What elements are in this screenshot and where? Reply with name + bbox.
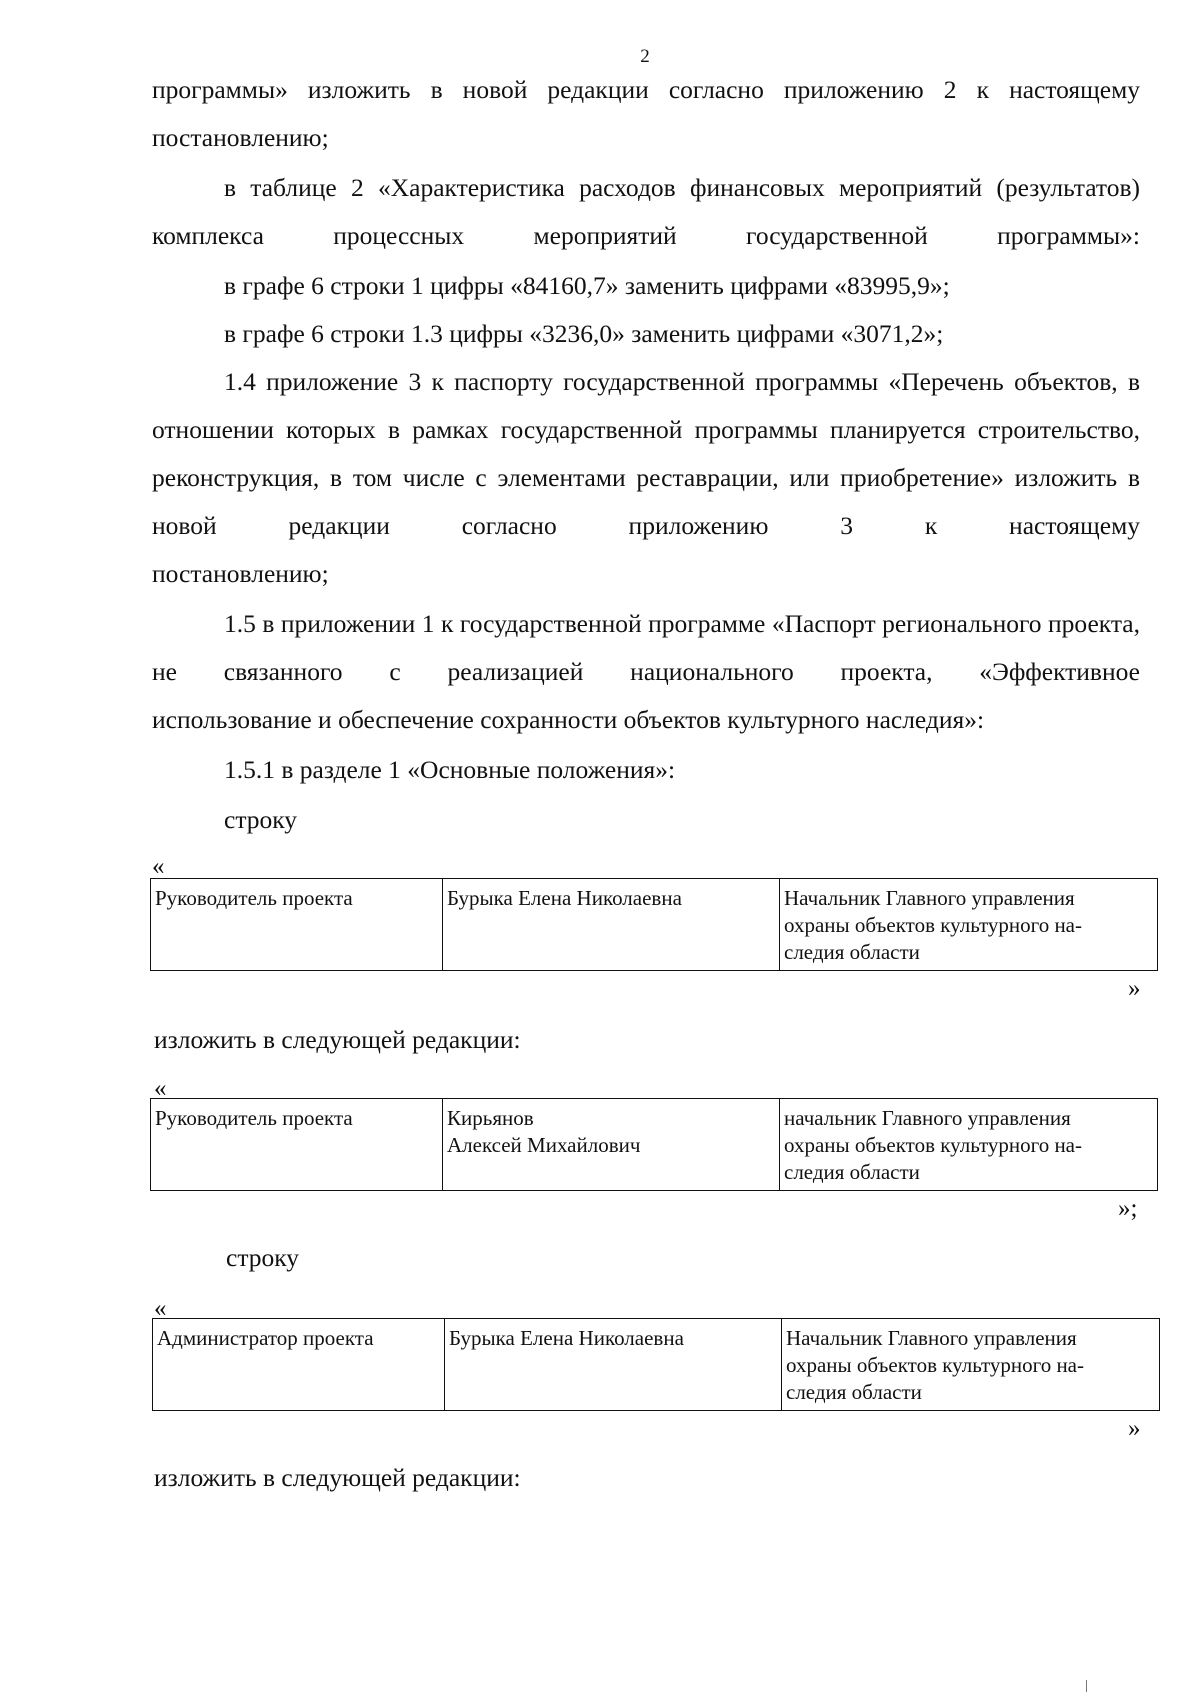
position-line: охраны объектов культурного на- [786,1353,1084,1377]
table-row [151,879,1158,971]
paragraph-2: в таблице 2 «Характеристика расходов финансовых мероприятий (результатов) комплекса процессных мероприятий государственной программы»: [152,173,1140,250]
table-row [153,1319,1160,1411]
paragraph-3: в графе 6 строки 1 цифры «84160,7» заменить цифрами «83995,9»; [224,271,950,300]
role-text: Руководитель проекта [155,886,353,910]
name-text: Бурыка Елена Николаевна [447,886,682,910]
name-text: Бурыка Елена Николаевна [449,1326,684,1350]
izlozhit-label-1: изложить в следующей редакции: [154,1025,521,1054]
paragraph-5: 1.4 приложение 3 к паспорту государственной программы «Перечень объектов, в отношении которых в рамках государственной программы планируется строительство, реконструкция, в том числе с элементами реставрации, или приобретение» изложить в новой редакции согласно приложению 3 к настоящему [152,367,1140,540]
paragraph-1: программы» изложить в новой редакции согласно приложению 2 к настоящему [152,75,1140,104]
role-text: Руководитель проекта [155,1106,353,1130]
name-line: Кирьянов [447,1106,534,1130]
open-quote-1: « [152,853,165,880]
position-line: охраны объектов культурного на- [784,1133,1082,1157]
administrator-row-table [152,1318,1160,1411]
new-row-table [150,1098,1158,1191]
close-quote-3: » [1128,1415,1141,1442]
position-line: охраны объектов культурного на- [784,913,1082,937]
open-quote-2: « [154,1075,167,1102]
close-quote-2: »; [1118,1195,1138,1222]
position-line: начальник Главного управления [784,1106,1071,1130]
table-row [151,1099,1158,1191]
scan-mark [1086,1680,1087,1692]
name-line: Алексей Михайлович [447,1133,641,1157]
role-text: Администратор проекта [157,1326,374,1350]
role-cell [153,1319,445,1411]
paragraph-5-end: постановлению; [152,559,329,588]
role-cell [151,1099,443,1191]
paragraph-6-end: использование и обеспечение сохранности объектов культурного наследия»: [152,705,985,734]
page-number: 2 [640,46,650,67]
position-cell [780,1099,1158,1191]
paragraph-1-end: постановлению; [152,123,329,152]
close-quote-1: » [1128,975,1141,1002]
paragraph-6: 1.5 в приложении 1 к государственной программе «Паспорт регионального проекта, не связанного с реализацией национального проекта, «Эффективное [152,609,1140,686]
open-quote-3: « [154,1295,167,1322]
stroku-label-2: строку [226,1243,300,1272]
position-cell [780,879,1158,971]
paragraph-7: 1.5.1 в разделе 1 «Основные положения»: [224,755,676,784]
role-cell [151,879,443,971]
position-line: следия области [784,1160,920,1184]
izlozhit-label-2: изложить в следующей редакции: [154,1463,521,1492]
stroku-label-1: строку [224,805,298,834]
name-cell [445,1319,782,1411]
position-line: следия области [786,1380,922,1404]
position-cell [782,1319,1160,1411]
position-line: Начальник Главного управления [784,886,1075,910]
position-line: следия области [784,940,920,964]
position-line: Начальник Главного управления [786,1326,1077,1350]
replaced-row-table [150,878,1158,971]
name-cell [443,879,780,971]
paragraph-4: в графе 6 строки 1.3 цифры «3236,0» заменить цифрами «3071,2»; [224,319,944,348]
name-cell [443,1099,780,1191]
